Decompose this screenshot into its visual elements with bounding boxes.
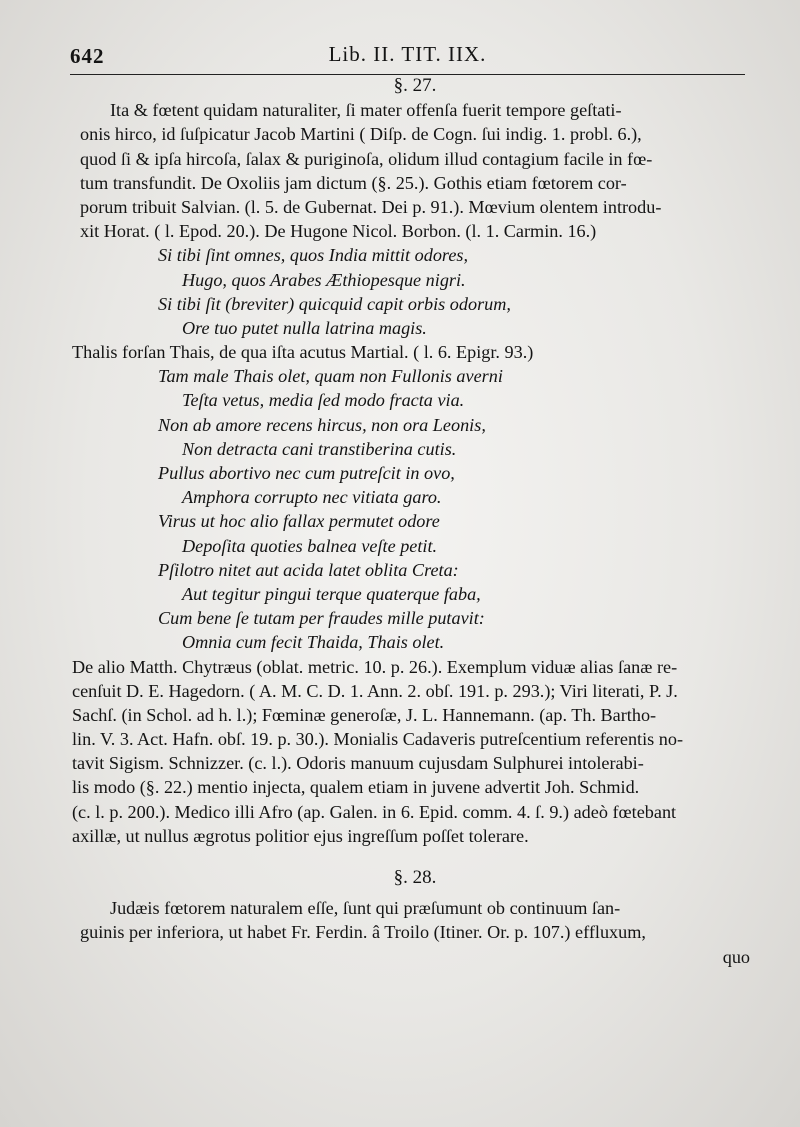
paragraph-1 [80,98,750,243]
verse-line: Si tibi ſit (breviter) quicquid capit orbis odorum, [158,293,511,314]
section-mark-28: §. 28. [393,867,437,888]
catchword: quo [722,946,750,967]
text-line: tavit Sigism. Schnizzer. (c. l.). Odoris manuum cujusdam Sulphurei intolerabi- [72,753,644,774]
verse-line: Tam male Thais olet, quam non Fullonis averni [158,366,503,387]
page-header [70,38,745,75]
text-line: tum transfundit. De Oxoliis jam dictum (§. 25.). Gothis etiam fœtorem cor- [80,172,627,193]
verse-line: Amphora corrupto nec vitiata garo. [182,487,442,508]
text-line: Ita & fœtent quidam naturaliter, ſi mater offenſa fuerit tempore geſtati- [110,100,622,121]
text-line: axillæ, ut nullus ægrotus politior ejus ingreſſum poſſet tolerare. [72,825,529,846]
verse-line: Virus ut hoc alio fallax permutet odore [158,511,440,532]
text-line: cenſuit D. E. Hagedorn. ( A. M. C. D. 1. Ann. 2. obſ. 191. p. 293.); Viri literati, P. J. [72,680,678,701]
section-mark-27: §. 27. [393,75,437,96]
text-line: xit Horat. ( l. Epod. 20.). De Hugone Nicol. Borbon. (l. 1. Carmin. 16.) [80,221,597,242]
text-line: Judæis fœtorem naturalem eſſe, ſunt qui præſumunt ob continuum ſan- [110,898,621,919]
paragraph-2 [72,655,750,849]
verse-line: Depoſita quoties balnea veſte petit. [182,535,438,556]
verse-line: Non ab amore recens hircus, non ora Leonis, [158,414,486,435]
body-text [72,74,750,969]
verse-line: Hugo, quos Arabes Æthiopesque nigri. [182,269,466,290]
text-line: lin. V. 3. Act. Hafn. obſ. 19. p. 30.). Monialis Cadaveris putreſcentium referentis no- [72,729,684,750]
text-line: quod ſi & ipſa hircoſa, ſalax & puriginoſa, olidum illud contagium facile in fœ- [80,148,653,169]
verse-line: Si tibi ſint omnes, quos India mittit odores, [158,245,469,266]
thais-intro-line: Thalis forſan Thais, de qua iſta acutus Martial. ( l. 6. Epigr. 93.) [72,342,534,363]
verse-line: Omnia cum fecit Thaida, Thais olet. [182,632,445,653]
text-line: porum tribuit Salvian. (l. 5. de Gubernat. Dei p. 91.). Mœvium olentem introdu- [80,196,662,217]
verse-block-1 [80,243,750,340]
page-number: 642 [70,44,105,68]
verse-line: Pullus abortivo nec cum putreſcit in ovo, [158,463,455,483]
verse-line: Cum bene ſe tutam per fraudes mille putavit: [158,608,485,629]
verse-block-2 [80,364,750,654]
verse-line: Teſta vetus, media ſed modo fracta via. [182,390,465,411]
text-line: (c. l. p. 200.). Medico illi Afro (ap. Galen. in 6. Epid. comm. 4. ſ. 9.) adeò fœtebant [72,801,677,822]
text-line: Sachſ. (in Schol. ad h. l.); Fœminæ generoſæ, J. L. Hannemann. (ap. Th. Bartho- [72,704,657,725]
verse-line: Ore tuo putet nulla latrina magis. [182,317,427,338]
verse-line: Aut tegitur pingui terque quaterque faba, [182,583,481,604]
verse-line: Non detracta cani transtiberina cutis. [182,438,457,459]
text-line: onis hirco, id ſuſpicatur Jacob Martini ( Diſp. de Cogn. ſui indig. 1. probl. 6.), [80,124,642,145]
running-title: Lib. II. TIT. IIX. [328,42,487,66]
text-line: De alio Matth. Chytræus (oblat. metric. 10. p. 26.). Exemplum viduæ alias ſanæ re- [72,656,678,677]
verse-line: Pſilotro nitet aut acida latet oblita Creta: [158,559,459,580]
paragraph-3 [80,896,750,944]
text-line: guinis per inferiora, ut habet Fr. Ferdin. â Troilo (Itiner. Or. p. 107.) effluxum, [80,922,646,943]
text-line: lis modo (§. 22.) mentio injecta, qualem etiam in juvene advertit Joh. Schmid. [72,777,640,798]
